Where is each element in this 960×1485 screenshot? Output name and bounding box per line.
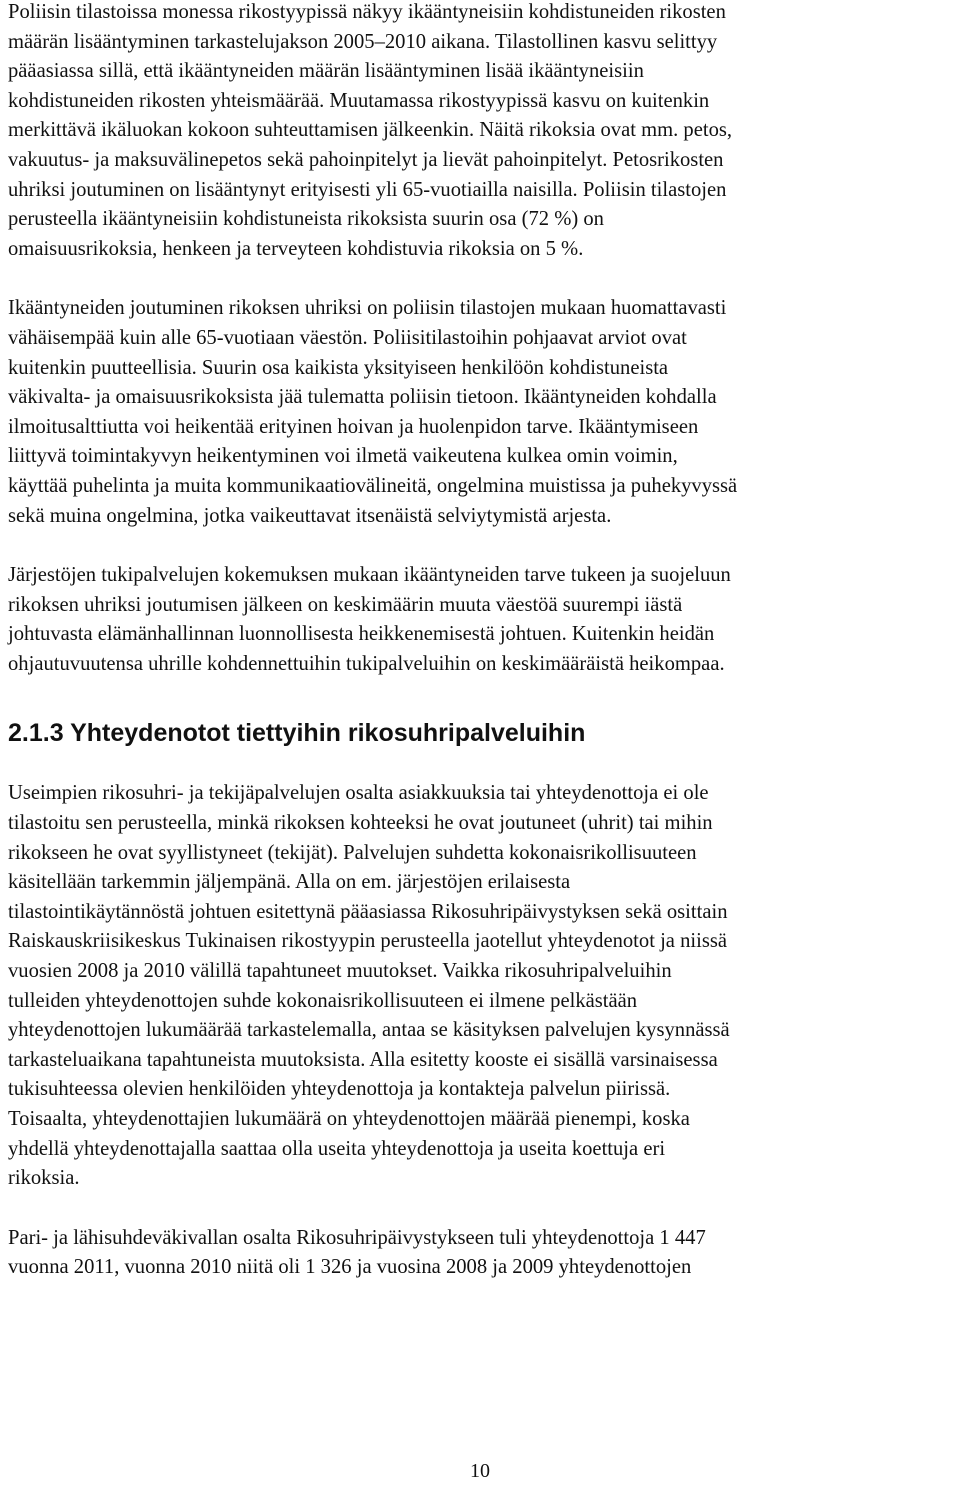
text-line: väkivalta- ja omaisuusrikoksista jää tulematta poliisin tietoon. Ikääntyneiden kohdalla	[8, 386, 717, 409]
text-line: käyttää puhelinta ja muita kommunikaatiovälineitä, ongelmina muistissa ja puhekyvyssä	[8, 474, 738, 497]
paragraph	[8, 779, 956, 1193]
paragraph	[8, 0, 956, 264]
body-text-top	[8, 0, 956, 679]
text-line: Ikääntyneiden joutuminen rikoksen uhriksi on poliisin tilastojen mukaan huomattavasti	[8, 297, 727, 320]
document-page	[8, 0, 956, 1313]
paragraph	[8, 1224, 956, 1283]
text-line: yhteydenottojen lukumäärää tarkastelemalla, antaa se käsityksen palvelujen kysynnässä	[8, 1019, 730, 1042]
text-line: kohdistuneiden rikosten yhteismäärää. Muutamassa rikostyypissä kasvu on kuitenkin	[8, 89, 710, 112]
text-line: perusteella ikääntyneisiin kohdistuneista rikoksista suurin osa (72 %) on	[8, 208, 604, 231]
text-line: yhdellä yhteydenottajalla saattaa olla useita yhteydenottoja ja useita koettuja eri	[8, 1137, 666, 1160]
text-line: rikoksen uhriksi joutumisen jälkeen on keskimäärin muuta väestöä suurempi iästä	[8, 593, 683, 616]
text-line: johtuvasta elämänhallinnan luonnollisesta heikkenemisestä johtuen. Kuitenkin heidän	[8, 623, 715, 646]
text-line: vuonna 2011, vuonna 2010 niitä oli 1 326 ja vuosina 2008 ja 2009 yhteydenottojen	[8, 1256, 692, 1279]
text-line: pääasiassa sillä, että ikääntyneiden määrän lisääntyminen lisää ikääntyneisiin	[8, 60, 644, 83]
text-line: Useimpien rikosuhri- ja tekijäpalvelujen osalta asiakkuuksia tai yhteydenottoja ei ole	[8, 782, 709, 805]
text-line: Pari- ja lähisuhdeväkivallan osalta Rikosuhripäivystykseen tuli yhteydenottoja 1 447	[8, 1226, 706, 1249]
paragraph	[8, 294, 956, 531]
text-line: omaisuusrikoksia, henkeen ja terveyteen kohdistuvia rikoksia on 5 %.	[8, 237, 584, 260]
text-line: Poliisin tilastoissa monessa rikostyypissä näkyy ikääntyneisiin kohdistuneiden rikosten	[8, 1, 726, 23]
body-text-bottom	[8, 779, 956, 1283]
page-number: 10	[470, 1460, 490, 1482]
text-line: tulleiden yhteydenottojen suhde kokonaisrikollisuuteen ei ilmene pelkästään	[8, 989, 638, 1012]
section-heading: 2.1.3 Yhteydenotot tiettyihin rikosuhripalveluihin	[8, 719, 586, 748]
text-line: vähäisempää kuin alle 65-vuotiaan väestön. Poliisitilastoihin pohjaavat arviot ovat	[8, 326, 687, 349]
text-line: Raiskauskriisikeskus Tukinaisen rikostyypin perusteella jaotellut yhteydenotot ja niissä	[8, 930, 727, 953]
text-line: merkittävä ikäluokan kokoon suhteuttamisen jälkeenkin. Näitä rikoksia ovat mm. petos,	[8, 119, 733, 142]
text-line: tukisuhteessa olevien henkilöiden yhteydenottoja ja kontakteja palvelun piirissä.	[8, 1078, 671, 1101]
text-line: tarkasteluaikana tapahtuneista muutoksista. Alla esitetty kooste ei sisällä varsinaisessa	[8, 1048, 718, 1071]
text-line: tilastointikäytännöstä johtuen esitettynä pääasiassa Rikosuhripäivystyksen sekä osittain	[8, 900, 728, 923]
text-line: rikokseen he ovat syyllistyneet (tekijät). Palvelujen suhdetta kokonaisrikollisuuteen	[8, 841, 697, 864]
text-line: Järjestöjen tukipalvelujen kokemuksen mukaan ikääntyneiden tarve tukeen ja suojeluun	[8, 564, 731, 587]
text-line: tilastoitu sen perusteella, minkä rikoksen kohteeksi he ovat joutuneet (uhrit) tai mihin	[8, 812, 713, 835]
text-line: rikoksia.	[8, 1167, 80, 1190]
text-line: sekä muina ongelmina, jotka vaikeuttavat itsenäistä selviytymistä arjesta.	[8, 504, 612, 527]
text-line: liittyvä toimintakyvyn heikentyminen voi ilmetä vaikeutena kulkea omin voimin,	[8, 445, 678, 468]
text-line: vuosien 2008 ja 2010 välillä tapahtuneet muutokset. Vaikka rikosuhripalveluihin	[8, 960, 672, 983]
text-line: kuitenkin puutteellisia. Suurin osa kaikista yksityiseen henkilöön kohdistuneista	[8, 356, 669, 379]
paragraph	[8, 561, 956, 679]
text-line: Toisaalta, yhteydenottajien lukumäärä on yhteydenottojen määrää pienempi, koska	[8, 1108, 690, 1130]
text-line: käsitellään tarkemmin jäljempänä. Alla on em. järjestöjen erilaisesta	[8, 871, 571, 894]
text-line: määrän lisääntyminen tarkastelujakson 2005–2010 aikana. Tilastollinen kasvu selittyy	[8, 30, 718, 53]
text-line: uhriksi joutuminen on lisääntynyt erityisesti yli 65-vuotiailla naisilla. Poliisin tilastojen	[8, 178, 727, 201]
text-line: vakuutus- ja maksuvälinepetos sekä pahoinpitelyt ja lievät pahoinpitelyt. Petosrikosten	[8, 148, 724, 171]
text-line: ohjautuvuutensa uhrille kohdennettuihin tukipalveluihin on keskimääräistä heikompaa.	[8, 652, 725, 675]
text-line: ilmoitusalttiutta voi heikentää erityinen hoivan ja huolenpidon tarve. Ikääntymiseen	[8, 415, 699, 438]
